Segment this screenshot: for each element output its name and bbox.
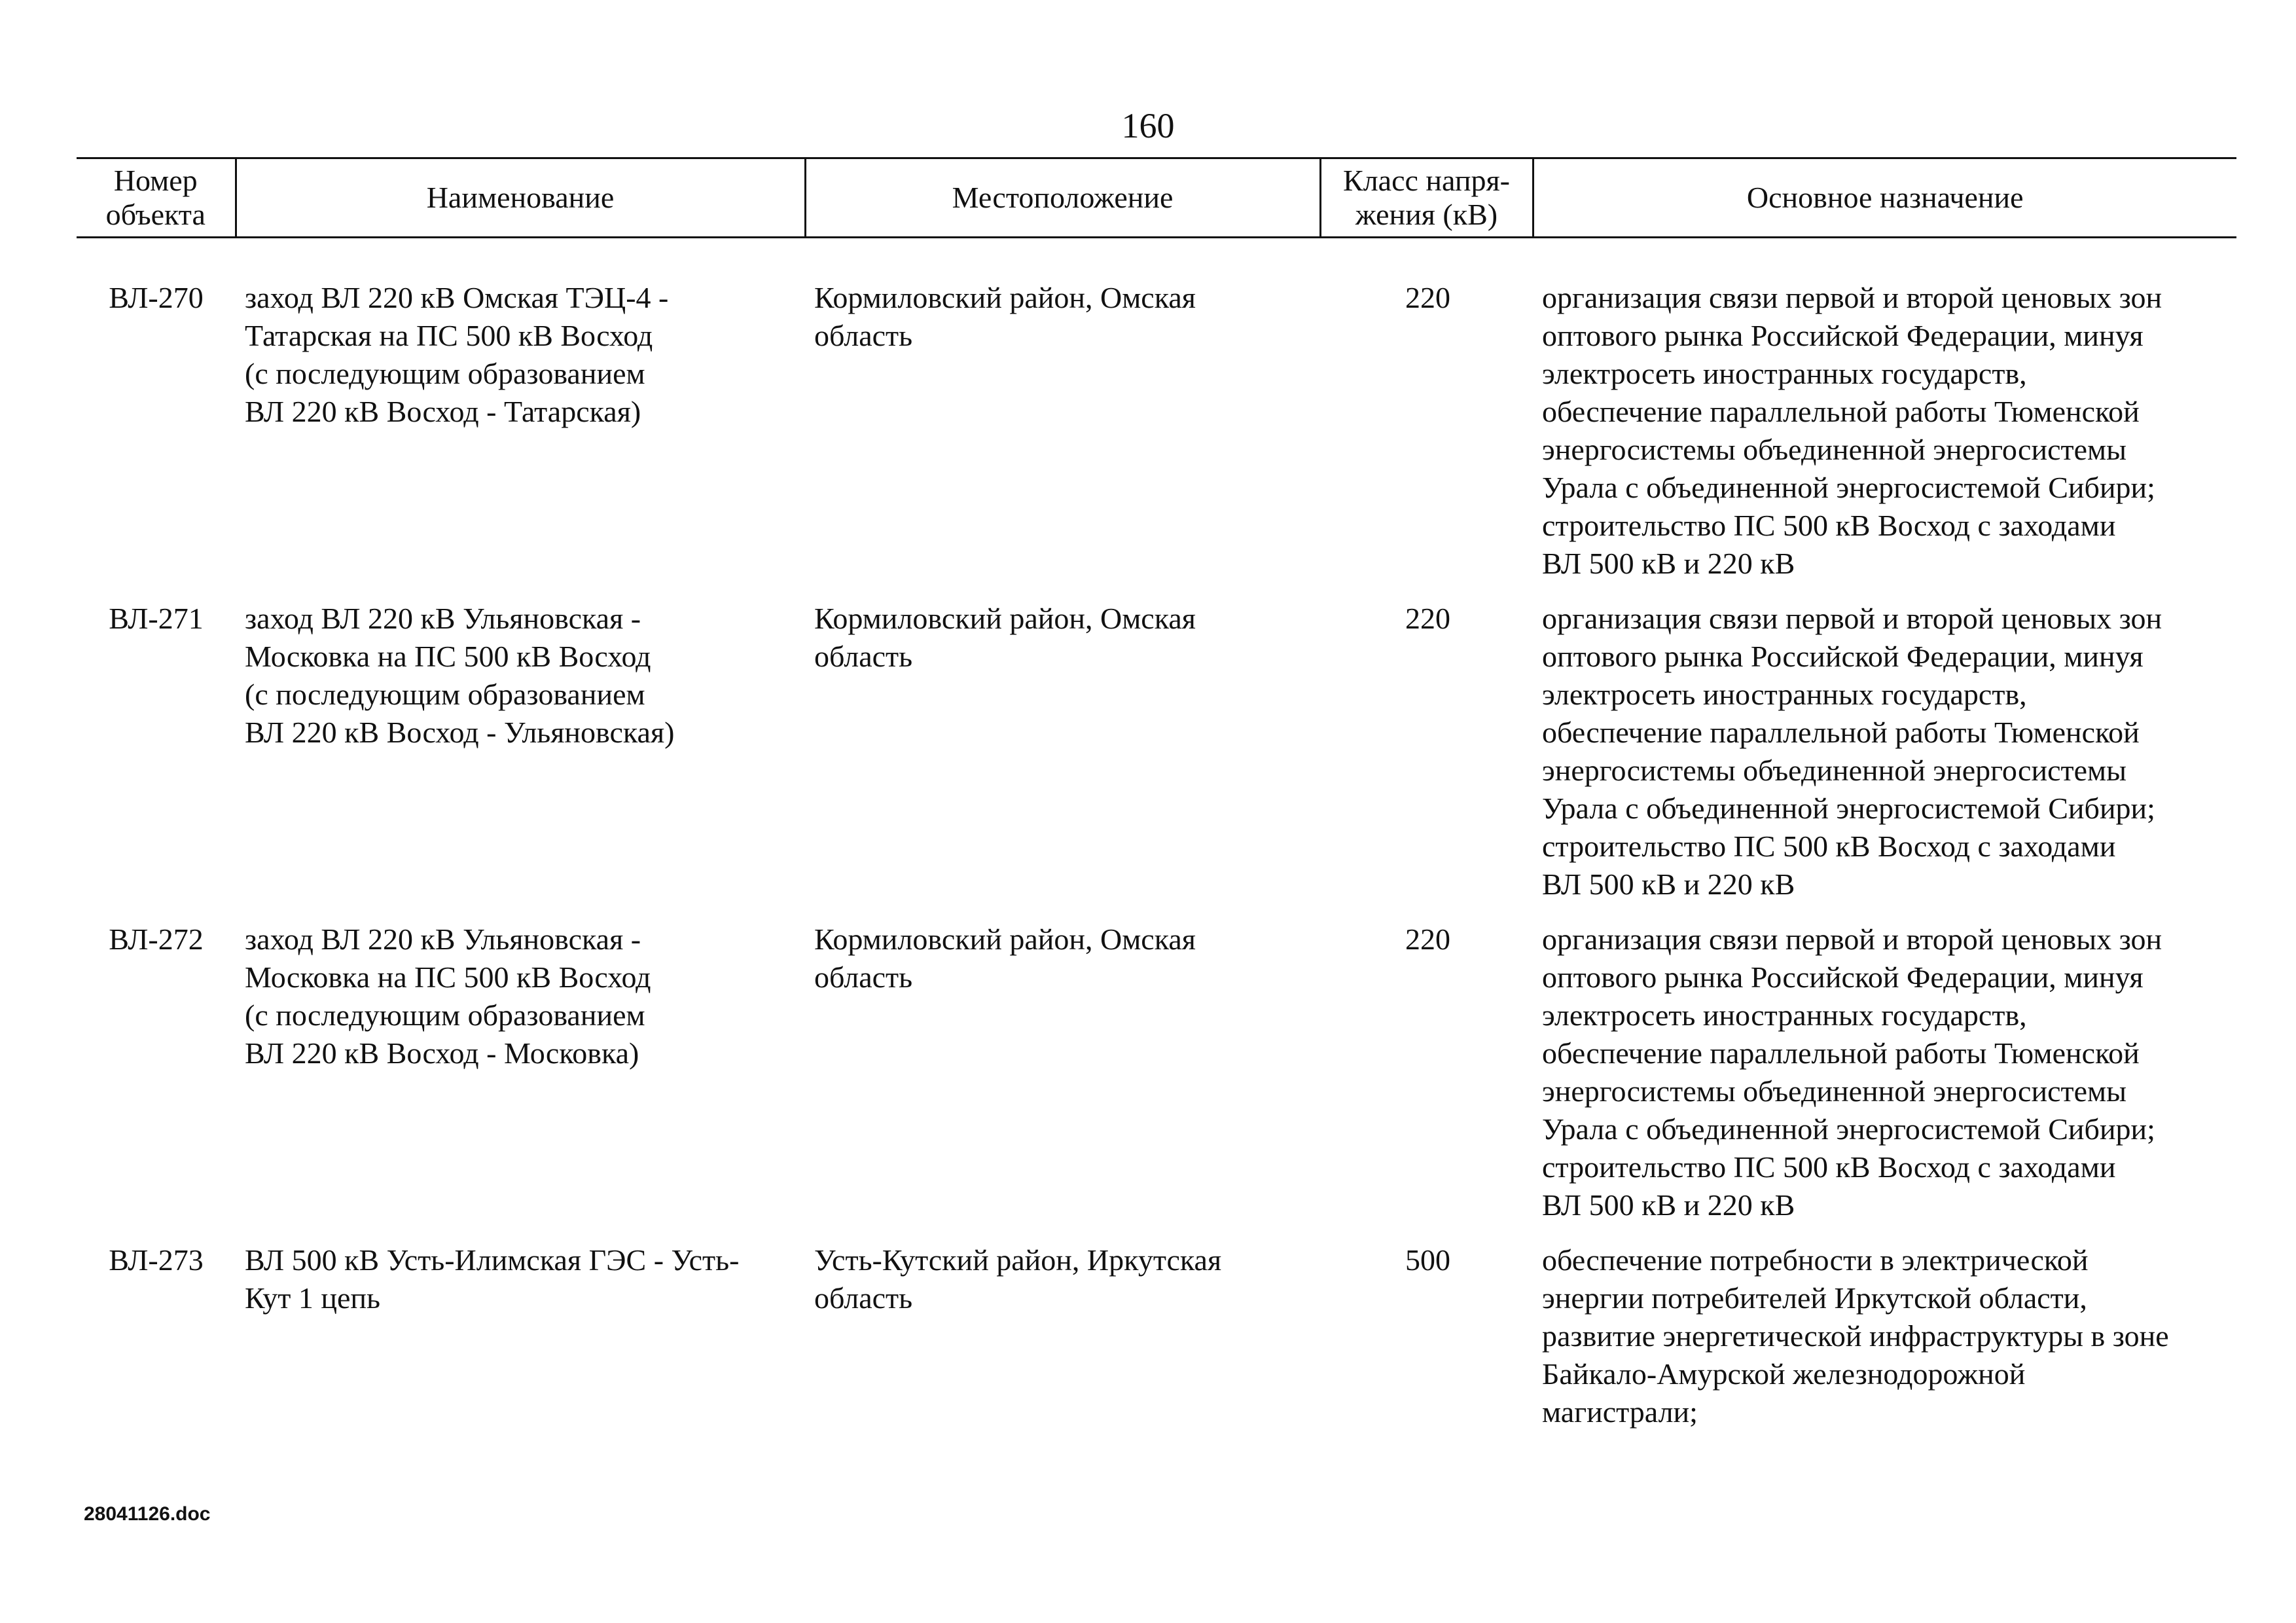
table-header <box>77 158 2236 238</box>
page-number: 160 <box>1121 106 1175 145</box>
cell-name: заход ВЛ 220 кВ Ульяновская - Московка на ПС 500 кВ Восход (с последующим образованием ВЛ 220 кВ Восход - Ульяновская) <box>245 602 675 749</box>
document-filename: 28041126.doc <box>84 1503 211 1525</box>
cell-number: ВЛ-270 <box>109 281 204 314</box>
objects-table <box>77 157 2236 1448</box>
cell-voltage: 220 <box>1405 281 1450 314</box>
table-row <box>77 238 2236 600</box>
cell-location: Кормиловский район, Омская область <box>814 281 1196 352</box>
cell-name: заход ВЛ 220 кВ Омская ТЭЦ-4 - Татарская на ПС 500 кВ Восход (с последующим образованием ВЛ 220 кВ Восход - Татарская) <box>245 281 669 428</box>
cell-location: Кормиловский район, Омская область <box>814 602 1196 673</box>
table-row <box>77 921 2236 1241</box>
header-name: Наименование <box>236 158 805 238</box>
cell-location: Усть-Кутский район, Иркутская область <box>814 1243 1222 1315</box>
cell-purpose: обеспечение потребности в электрической энергии потребителей Иркутской области, развитие энергетической инфраструктуры в зоне Байкало-Амурской железнодорожной магистрали; <box>1542 1243 2169 1429</box>
header-location: Местоположение <box>805 158 1320 238</box>
cell-number: ВЛ-272 <box>109 922 204 956</box>
cell-purpose: организация связи первой и второй ценовых зон оптового рынка Российской Федерации, минуя электросеть иностранных государств, обеспечение параллельной работы Тюменской энергосистемы объединенной энергосистемы Урала с объединенной энергосистемой Сибири; строительство ПС 500 кВ Восход с заходами ВЛ 500 кВ и 220 кВ <box>1542 602 2162 901</box>
cell-location: Кормиловский район, Омская область <box>814 922 1196 994</box>
cell-name: ВЛ 500 кВ Усть-Илимская ГЭС - Усть- Кут 1 цепь <box>245 1243 740 1315</box>
table-body <box>77 238 2236 1449</box>
header-purpose: Основное назначение <box>1533 158 2236 238</box>
table-row <box>77 600 2236 921</box>
cell-purpose: организация связи первой и второй ценовых зон оптового рынка Российской Федерации, минуя электросеть иностранных государств, обеспечение параллельной работы Тюменской энергосистемы объединенной энергосистемы Урала с объединенной энергосистемой Сибири; строительство ПС 500 кВ Восход с заходами ВЛ 500 кВ и 220 кВ <box>1542 922 2162 1222</box>
header-number: Номер объекта <box>77 158 236 238</box>
cell-voltage: 220 <box>1405 922 1450 956</box>
cell-number: ВЛ-271 <box>109 602 204 635</box>
table-row <box>77 1241 2236 1448</box>
cell-voltage: 220 <box>1405 602 1450 635</box>
cell-name: заход ВЛ 220 кВ Ульяновская - Московка на ПС 500 кВ Восход (с последующим образованием ВЛ 220 кВ Восход - Московка) <box>245 922 651 1070</box>
cell-voltage: 500 <box>1405 1243 1450 1277</box>
cell-number: ВЛ-273 <box>109 1243 204 1277</box>
header-voltage: Класс напря- жения (кВ) <box>1320 158 1533 238</box>
cell-purpose: организация связи первой и второй ценовых зон оптового рынка Российской Федерации, минуя электросеть иностранных государств, обеспечение параллельной работы Тюменской энергосистемы объединенной энергосистемы Урала с объединенной энергосистемой Сибири; строительство ПС 500 кВ Восход с заходами ВЛ 500 кВ и 220 кВ <box>1542 281 2162 580</box>
header-row <box>77 158 2236 238</box>
